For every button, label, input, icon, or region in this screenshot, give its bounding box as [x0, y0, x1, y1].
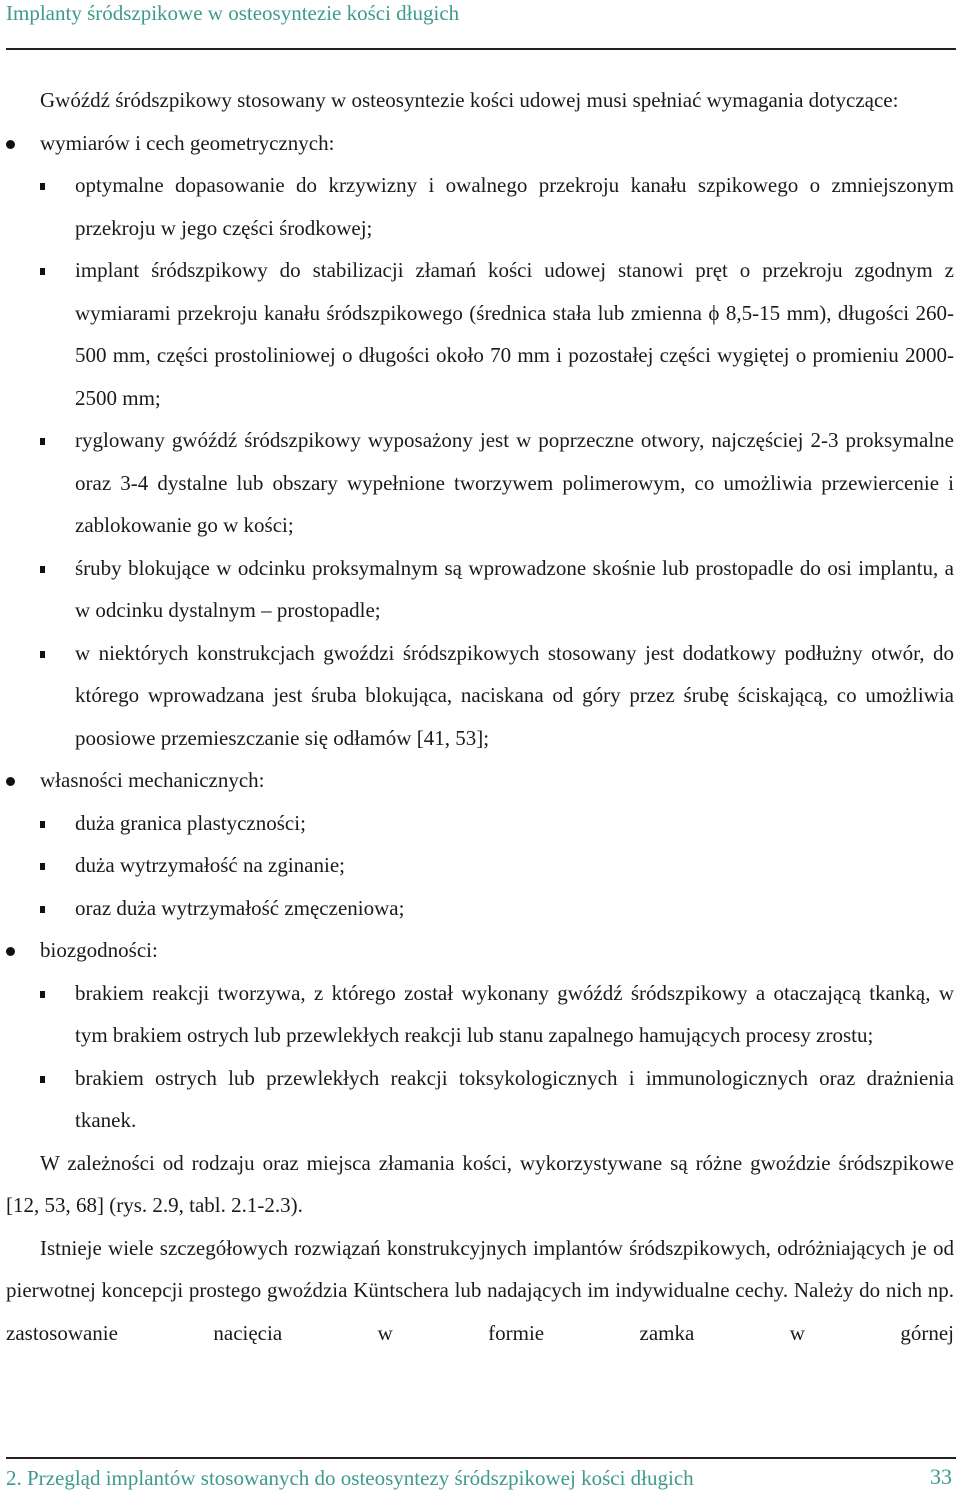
bullet-square-icon	[40, 651, 45, 658]
section-title: wymiarów i cech geometrycznych:	[40, 130, 335, 155]
list-item: duża wytrzymałość na zginanie;	[40, 844, 954, 887]
list-item: brakiem reakcji tworzywa, z którego został wykonany gwóźdź śródszpikowy a otaczającą tkanką, w tym brakiem ostrych lub przewlekłych reakcji lub stanu zapalnego hamujących procesy zrostu;	[40, 972, 954, 1057]
bullet-square-icon	[40, 566, 45, 573]
mechanical-sublist	[40, 802, 954, 930]
list-item: śruby blokujące w odcinku proksymalnym są wprowadzone skośnie lub prostopadle do osi implantu, a w odcinku dystalnym – prostopadle;	[40, 547, 954, 632]
list-item: optymalne dopasowanie do krzywizny i owalnego przekroju kanału szpikowego o zmniejszonym przekroju w jego części środkowej;	[40, 164, 954, 249]
paragraph-nail-types: W zależności od rodzaju oraz miejsca złamania kości, wykorzystywane są różne gwoździe śródszpikowe [12, 53, 68] (rys. 2.9, tabl. 2.1-2.3).	[6, 1150, 954, 1217]
list-item: oraz duża wytrzymałość zmęczeniowa;	[40, 887, 954, 930]
list-item: duża granica plastyczności;	[40, 802, 954, 845]
bullet-square-icon	[40, 183, 45, 190]
footer-chapter-title: 2. Przegląd implantów stosowanych do osteosyntezy śródszpikowej kości długich	[6, 1466, 694, 1490]
intro-paragraph: Gwóźdź śródszpikowy stosowany w osteosyntezie kości udowej musi spełniać wymagania dotyczące:	[40, 88, 899, 112]
bullet-square-icon	[40, 906, 45, 913]
paragraph-design-solutions: Istnieje wiele szczegółowych rozwiązań konstrukcyjnych implantów śródszpikowych, odróżniających je od pierwotnej koncepcji prostego gwoździa Küntschera lub nadających im indywidualne cechy. Należy do nich np. zastosowanie nacięcia w formie zamka w górnej	[6, 1235, 954, 1345]
bullet-square-icon	[40, 991, 45, 998]
bullet-square-icon	[40, 268, 45, 275]
running-header: Implanty śródszpikowe w osteosyntezie kości długich	[6, 1, 460, 25]
bullet-square-icon	[40, 438, 45, 445]
list-item: w niektórych konstrukcjach gwoździ śródszpikowych stosowany jest dodatkowy podłużny otwór, do którego wprowadzana jest śruba blokująca, naciskana od góry przez śrubę ściskającą, co umożliwia poosiowe przemieszczanie się odłamów [41, 53];	[40, 632, 954, 760]
header-divider	[6, 48, 956, 50]
requirement-geometry	[6, 122, 954, 760]
biocompatibility-sublist	[40, 972, 954, 1142]
list-item: brakiem ostrych lub przewlekłych reakcji toksykologicznych i immunologicznych oraz drażnienia tkanek.	[40, 1057, 954, 1142]
requirement-mechanical	[6, 759, 954, 929]
page-number: 33	[930, 1464, 952, 1489]
page-body	[6, 79, 954, 1354]
bullet-dot-icon	[6, 777, 15, 786]
requirements-list	[6, 122, 954, 1142]
footer-divider	[6, 1457, 956, 1459]
section-title: biozgodności:	[40, 938, 158, 962]
bullet-dot-icon	[6, 140, 15, 149]
bullet-square-icon	[40, 1076, 45, 1083]
bullet-square-icon	[40, 863, 45, 870]
bullet-dot-icon	[6, 947, 15, 956]
requirement-biocompatibility	[6, 929, 954, 1142]
list-item: ryglowany gwóźdź śródszpikowy wyposażony jest w poprzeczne otwory, najczęściej 2-3 proksymalne oraz 3-4 dystalne lub obszary wypełnione tworzywem polimerowym, co umożliwia przewiercenie i zablokowanie go w kości;	[40, 419, 954, 547]
geometry-sublist	[40, 164, 954, 759]
list-item: implant śródszpikowy do stabilizacji złamań kości udowej stanowi pręt o przekroju zgodnym z wymiarami przekroju kanału śródszpikowego (średnica stała lub zmienna ϕ 8,5-15 mm), długości 260-500 mm, części prostoliniowej o długości około 70 mm i pozostałej części wygiętej o promieniu 2000-2500 mm;	[40, 249, 954, 419]
section-title: własności mechanicznych:	[40, 768, 265, 792]
bullet-square-icon	[40, 821, 45, 828]
